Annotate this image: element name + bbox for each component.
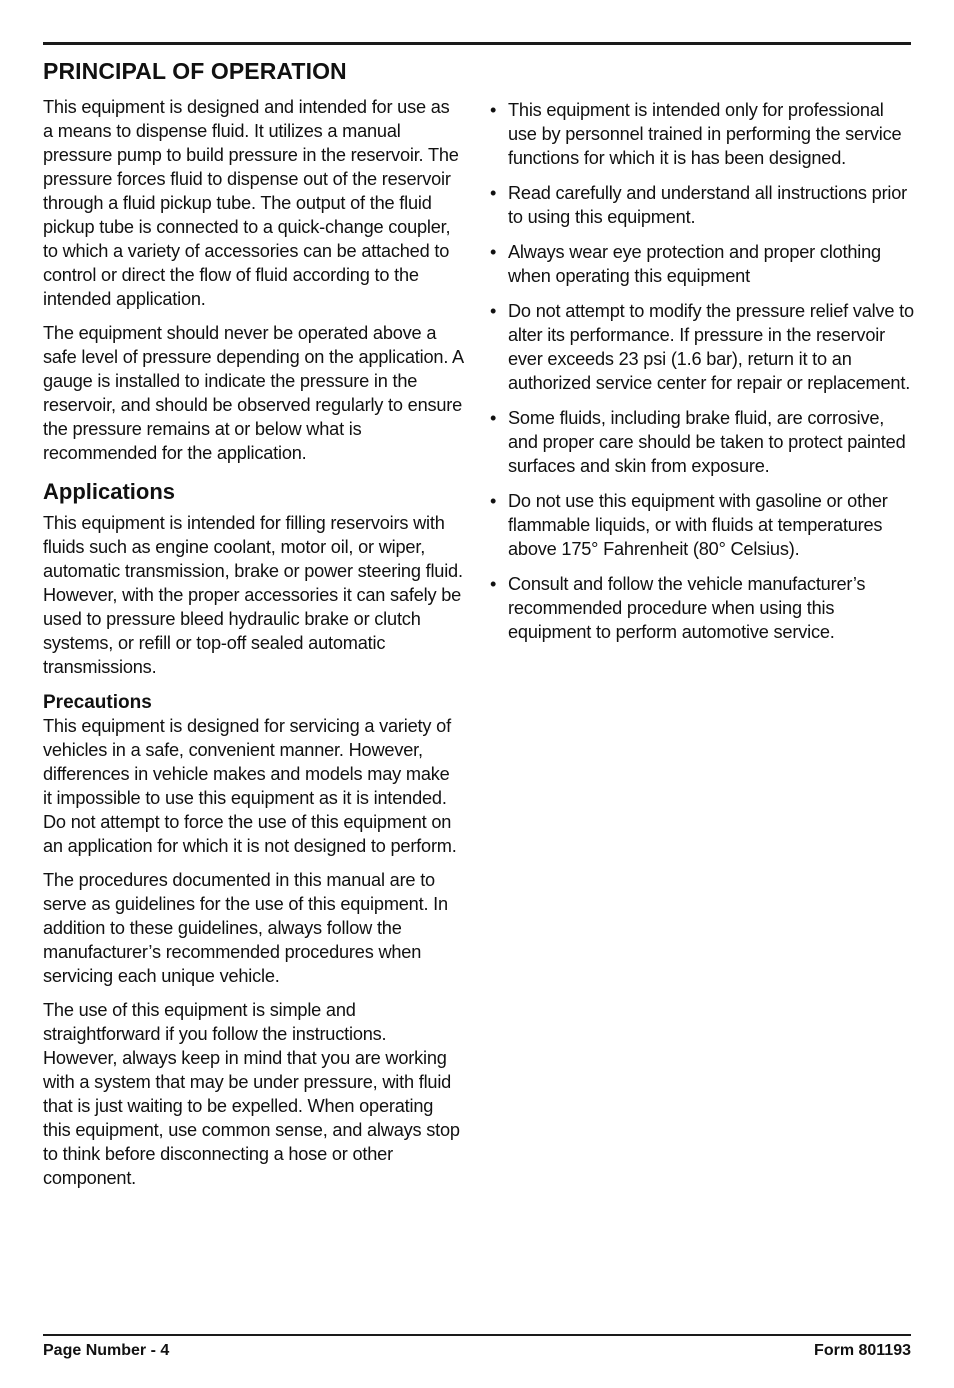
precautions-paragraph-1: This equipment is designed for servicing a variety of vehicles in a safe, convenient manner. However, differences in vehicle makes and models may make it impossible to use this equipment as it is intended. Do not attempt to force the use of this equipment on an application for which it is not designed to perform. (43, 716, 457, 856)
bullet-icon: • (490, 301, 497, 321)
applications-paragraph: This equipment is intended for filling reservoirs with fluids such as engine coolant, motor oil, or wiper, automatic transmission, brake or power steering fluid. However, with the proper accessories it can safely be used to pressure bleed hydraulic brake or clutch systems, or refill or top-off sealed automatic transmissions. (43, 513, 463, 677)
bullet-icon: • (490, 183, 497, 203)
bullet-item (490, 489, 915, 561)
bullet-text: Do not use this equipment with gasoline or other flammable liquids, or with fluids at temperatures above 175° Fahrenheit (80° Celsius). (508, 491, 888, 559)
page-number: Page Number - 4 (43, 1342, 170, 1359)
bullet-icon: • (490, 408, 497, 428)
bullet-icon: • (490, 491, 497, 511)
bullet-item (490, 240, 915, 288)
bullet-item (490, 572, 915, 644)
precautions-paragraph-2: The procedures documented in this manual are to serve as guidelines for the use of this equipment. In addition to these guidelines, always follow the manufacturer’s recommended procedures when servicing each unique vehicle. (43, 870, 448, 986)
header-rule (43, 42, 911, 45)
intro-paragraph-1: This equipment is designed and intended for use as a means to dispense fluid. It utilizes a manual pressure pump to build pressure in the reservoir. The pressure forces fluid to dispense out of the reservoir through a fluid pickup tube. The output of the fluid pickup tube is connected to a quick-change coupler, to which a variety of accessories can be attached to control or direct the flow of fluid according to the intended application. (43, 97, 459, 309)
bullet-item (490, 98, 915, 170)
intro-paragraph-2: The equipment should never be operated above a safe level of pressure depending on the application. A gauge is installed to indicate the pressure in the reservoir, and should be observed regularly to ensure the pressure remains at or below what is recommended for the application. (43, 323, 463, 463)
page-title: PRINCIPAL OF OPERATION (43, 58, 347, 84)
precautions-paragraph-3: The use of this equipment is simple and straightforward if you follow the instructions. However, always keep in mind that you are working with a system that may be under pressure, with fluid that is just waiting to be expelled. When operating this equipment, use common sense, and always stop to think before disconnecting a hose or other component. (43, 1000, 460, 1188)
right-column (490, 98, 915, 655)
footer-rule (43, 1334, 911, 1336)
bullet-text: Some fluids, including brake fluid, are corrosive, and proper care should be taken to protect painted surfaces and skin from exposure. (508, 408, 906, 476)
bullet-item (490, 299, 915, 395)
bullet-icon: • (490, 574, 497, 594)
bullet-icon: • (490, 242, 497, 262)
bullet-text: Do not attempt to modify the pressure relief valve to alter its performance. If pressure in the reservoir ever exceeds 23 psi (1.6 bar), return it to an authorized service center for repair or replacement. (508, 301, 914, 393)
form-number: Form 801193 (814, 1342, 911, 1359)
bullet-item (490, 406, 915, 478)
bullet-text: Consult and follow the vehicle manufacturer’s recommended procedure when using this equipment to perform automotive service. (508, 574, 866, 642)
bullet-icon: • (490, 100, 497, 120)
bullet-text: Always wear eye protection and proper clothing when operating this equipment (508, 242, 881, 286)
applications-heading: Applications (43, 479, 176, 504)
precautions-heading: Precautions (43, 692, 152, 713)
bullet-item (490, 181, 915, 229)
bullet-text: This equipment is intended only for professional use by personnel trained in performing the service functions for which it is has been designed. (508, 100, 902, 168)
bullet-text: Read carefully and understand all instructions prior to using this equipment. (508, 183, 908, 227)
left-column (43, 58, 463, 1200)
